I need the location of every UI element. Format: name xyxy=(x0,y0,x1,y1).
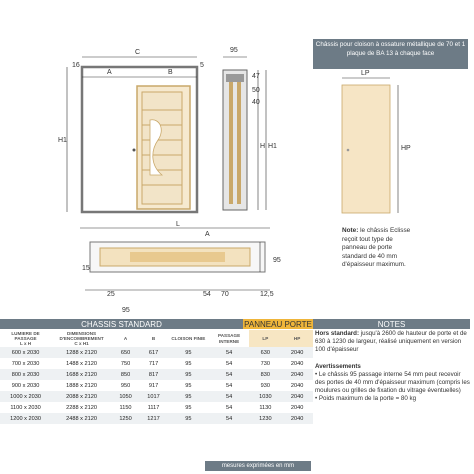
table-row: 700 x 2030 1488 x 2120 750 717 95 54 730 2040 xyxy=(0,358,313,369)
dim-5: 5 xyxy=(200,62,204,69)
col-a: A xyxy=(123,335,128,341)
dim-70: 70 xyxy=(221,291,229,298)
dim-hp: HP xyxy=(401,145,411,152)
bullet-2: • Poids maximum de la porte = 80 kg xyxy=(315,395,417,403)
table-row: 900 x 2030 1888 x 2120 950 917 95 54 930 2040 xyxy=(0,380,313,391)
dim-15: 15 xyxy=(82,265,90,272)
dim-95: 95 xyxy=(230,47,238,54)
table-row: 1000 x 2030 2088 x 2120 1050 1017 95 54 1030 2040 xyxy=(0,391,313,402)
notes-box xyxy=(315,330,470,434)
side-section xyxy=(223,47,277,210)
dim-a: A xyxy=(107,69,112,76)
dim-40: 40 xyxy=(252,99,260,106)
col-passage: PASSAGE INTERNE xyxy=(218,333,241,344)
col-b: B xyxy=(151,335,156,341)
hors-standard: Hors standard: jusqu'à 2600 de hauteur de porte et de 630 à 1230 de largeur, réalisé uniquement en version 100 d'épaisseur xyxy=(315,330,467,354)
col-cloison: CLOISON FINIE xyxy=(171,335,206,341)
col-lumiere: LUMIERE DE PASSAGE L x H xyxy=(11,330,40,347)
dim-16: 16 xyxy=(72,62,80,69)
table-row: 600 x 2030 1288 x 2120 650 617 95 54 630 2040 xyxy=(0,347,313,358)
note-block xyxy=(342,227,414,270)
units-footer: mesures exprimées en mm xyxy=(205,461,311,471)
plan-section xyxy=(80,221,281,314)
dim-50: 50 xyxy=(252,87,260,94)
table-row: 1200 x 2030 2488 x 2120 1250 1217 95 54 1230 2040 xyxy=(0,413,313,424)
dim-h1-side: H1 xyxy=(268,143,277,150)
col-encombrement: DIMENSIONS D'ENCOMBREMENT C x H1 xyxy=(59,330,104,347)
dim-a-plan: A xyxy=(205,231,210,238)
dim-h1: H1 xyxy=(58,137,67,144)
notes-header: NOTES xyxy=(313,319,470,329)
door-panel xyxy=(142,92,182,204)
door-panel-view xyxy=(342,70,411,213)
dim-54: 54 xyxy=(203,291,211,298)
dim-h: H xyxy=(260,143,266,150)
bullet-1: • Le châssis 95 passage interne 54 mm peut recevoir des portes de 40 mm d'épaisseur maximum (compris les moulures ou grilles de fixation du vitrage éventuelles) xyxy=(315,370,470,395)
dim-b: B xyxy=(168,69,173,76)
table-row: 1100 x 2030 2288 x 2120 1150 1117 95 54 1130 2040 xyxy=(0,402,313,413)
col-hp: HP xyxy=(281,330,313,347)
dim-95-plan: 95 xyxy=(273,257,281,264)
dim-c: C xyxy=(135,49,141,56)
dim-12-5: 12,5 xyxy=(260,291,274,298)
col-lp: LP xyxy=(249,330,281,347)
table-row: 800 x 2030 1688 x 2120 850 817 95 54 830 2040 xyxy=(0,369,313,380)
dim-95-bottom: 95 xyxy=(122,307,130,314)
dim-47: 47 xyxy=(252,73,260,80)
note-text: le châssis Eclisse reçoit tout type de panneau de porte standard de 40 mm d'épaisseur maximum. xyxy=(342,227,411,269)
front-view xyxy=(58,49,204,212)
note-title: Note: xyxy=(342,227,359,234)
chassis-standard-header: CHASSIS STANDARD xyxy=(0,319,243,329)
dim-25: 25 xyxy=(107,291,115,298)
dimensions-table xyxy=(0,330,313,424)
dim-lp: LP xyxy=(361,70,370,77)
chassis-caption: Châssis pour cloison à ossature métallique de 70 et 1 plaque de BA 13 à chaque face xyxy=(313,39,468,69)
avertissements-title: Avertissements xyxy=(315,362,361,370)
panneau-porte-header: PANNEAU PORTE xyxy=(244,319,312,329)
dim-l: L xyxy=(176,221,180,228)
